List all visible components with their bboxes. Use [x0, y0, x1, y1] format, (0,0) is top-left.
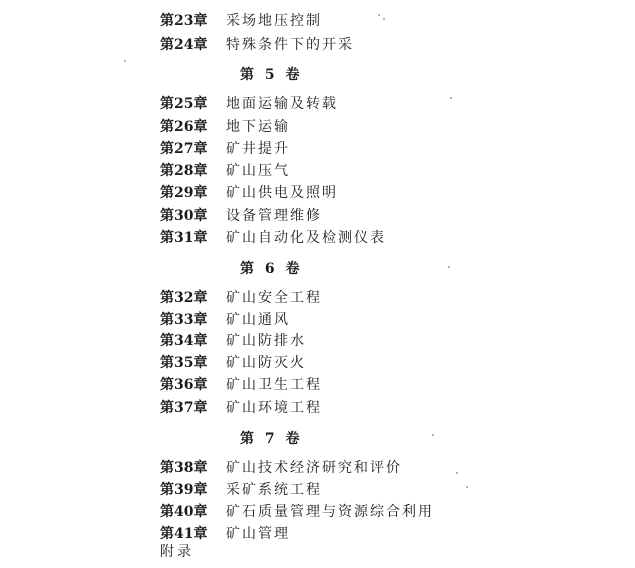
- toc-entry: [160, 398, 322, 418]
- chapter-title: 采矿系统工程: [226, 482, 322, 498]
- toc-entry: [160, 206, 322, 226]
- chapter-number: 第32章: [160, 290, 208, 306]
- toc-entry: [160, 458, 402, 478]
- chapter-number: 第36章: [160, 377, 208, 393]
- chapter-number: 第25章: [160, 96, 208, 112]
- chapter-title: 矿山自动化及检测仪表: [226, 230, 386, 246]
- chapter-title: 矿井提升: [226, 141, 290, 157]
- chapter-number: 第27章: [160, 141, 208, 157]
- scan-speck: [456, 472, 458, 474]
- scan-speck: [450, 97, 452, 99]
- chapter-title: 设备管理维修: [226, 208, 322, 224]
- toc-entry: [160, 11, 322, 31]
- chapter-number: 第29章: [160, 185, 208, 201]
- volume-heading: 第 7 卷: [240, 431, 303, 447]
- chapter-number: 第38章: [160, 460, 208, 476]
- toc-entry: [160, 228, 386, 248]
- chapter-title: 地面运输及转载: [226, 96, 338, 112]
- chapter-number: 第40章: [160, 504, 208, 520]
- chapter-title: 地下运输: [226, 119, 290, 135]
- toc-entry: [160, 35, 354, 55]
- chapter-number: 第30章: [160, 208, 208, 224]
- chapter-title: 矿山技术经济研究和评价: [226, 460, 402, 476]
- chapter-title: 矿石质量管理与资源综合利用: [226, 504, 434, 520]
- chapter-number: 第26章: [160, 119, 208, 135]
- chapter-number: 第28章: [160, 163, 208, 179]
- toc-entry: [160, 94, 338, 114]
- chapter-number: 第31章: [160, 230, 208, 246]
- volume-heading: 第 5 卷: [240, 67, 303, 83]
- chapter-number: 第23章: [160, 13, 208, 29]
- chapter-title: 特殊条件下的开采: [226, 37, 354, 53]
- toc-entry: [160, 480, 322, 500]
- scan-speck: [448, 266, 450, 268]
- chapter-title: 矿山防排水: [226, 333, 306, 349]
- chapter-number: 第35章: [160, 355, 208, 371]
- toc-entry: [160, 524, 290, 544]
- toc-entry: [160, 183, 338, 203]
- chapter-title: 矿山供电及照明: [226, 185, 338, 201]
- toc-entry: [160, 117, 290, 137]
- scan-speck: [432, 434, 434, 436]
- scan-speck: [378, 14, 380, 16]
- scan-speck: [124, 60, 126, 62]
- chapter-title: 矿山通风: [226, 312, 290, 328]
- toc-entry: [160, 502, 434, 522]
- toc-entry: [160, 353, 306, 373]
- toc-entry: [160, 288, 322, 308]
- chapter-number: 第33章: [160, 312, 208, 328]
- chapter-title: 矿山安全工程: [226, 290, 322, 306]
- toc-entry: [160, 139, 290, 159]
- chapter-title: 矿山环境工程: [226, 400, 322, 416]
- chapter-number: 第24章: [160, 37, 208, 53]
- chapter-number: 第34章: [160, 333, 208, 349]
- toc-entry: [160, 310, 290, 330]
- toc-entry: [160, 331, 306, 351]
- chapter-title: 矿山卫生工程: [226, 377, 322, 393]
- chapter-number: 第39章: [160, 482, 208, 498]
- chapter-number: 第37章: [160, 400, 208, 416]
- chapter-title: 采场地压控制: [226, 13, 322, 29]
- toc-entry: [160, 161, 290, 181]
- chapter-title: 矿山压气: [226, 163, 290, 179]
- volume-heading: 第 6 卷: [240, 261, 303, 277]
- toc-entry: [160, 375, 322, 395]
- scan-speck: [466, 486, 468, 488]
- appendix-entry: 附录: [160, 544, 194, 560]
- scan-speck: [383, 18, 385, 20]
- chapter-number: 第41章: [160, 526, 208, 542]
- chapter-title: 矿山防灭火: [226, 355, 306, 371]
- chapter-title: 矿山管理: [226, 526, 290, 542]
